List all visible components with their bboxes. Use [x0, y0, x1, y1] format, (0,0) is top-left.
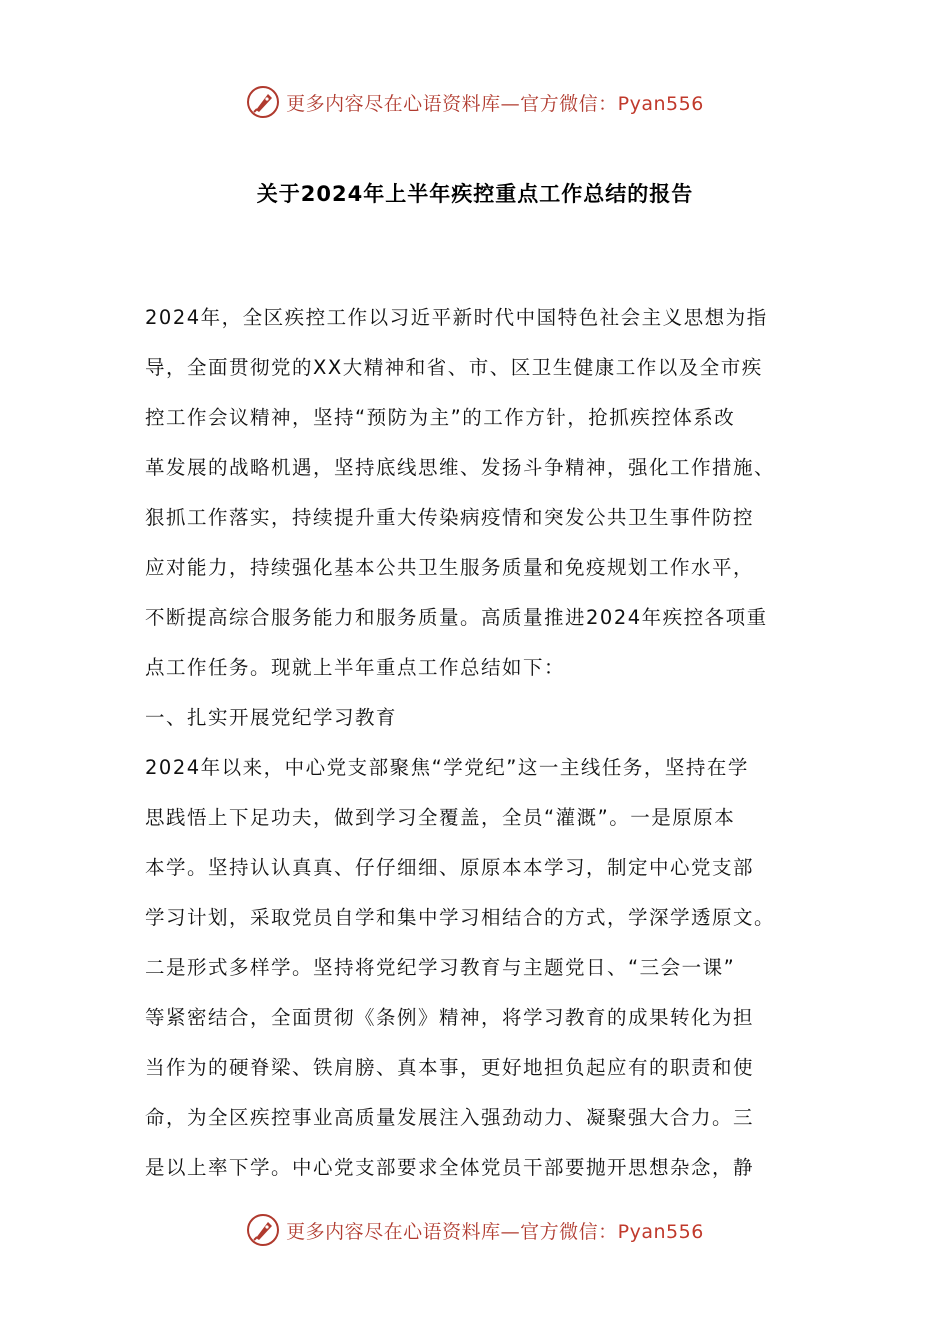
paragraph-line: 控工作会议精神，坚持“预防为主”的工作方针，抢抓疾控体系改 — [145, 406, 736, 429]
paragraph-line: 学习计划，采取党员自学和集中学习相结合的方式，学深学透原文。 — [145, 906, 776, 929]
wechat-id: Pyan556 — [617, 1220, 704, 1243]
pen-nib-logo-icon — [246, 1213, 280, 1247]
paragraph-line: 应对能力，持续强化基本公共卫生服务质量和免疫规划工作水平， — [145, 556, 755, 579]
document-body — [145, 296, 825, 1196]
wechat-id: Pyan556 — [617, 92, 704, 115]
paragraph-line: 命，为全区疾控事业高质量发展注入强劲动力、凝聚强大合力。三 — [145, 1106, 755, 1129]
paragraph-line: 等紧密结合，全面贯彻《条例》精神，将学习教育的成果转化为担 — [145, 1006, 755, 1029]
pen-nib-logo-icon — [246, 85, 280, 119]
paragraph-line: 当作为的硬脊梁、铁肩膀、真本事，更好地担负起应有的职责和使 — [145, 1056, 755, 1079]
paragraph-line: 狠抓工作落实，持续提升重大传染病疫情和突发公共卫生事件防控 — [145, 506, 755, 529]
paragraph-line: 点工作任务。现就上半年重点工作总结如下： — [145, 656, 566, 679]
paragraph-line: 2024年，全区疾控工作以习近平新时代中国特色社会主义思想为指 — [145, 306, 768, 329]
paragraph-line: 2024年以来，中心党支部聚焦“学党纪”这一主线任务，坚持在学 — [145, 756, 749, 779]
paragraph-line: 不断提高综合服务能力和服务质量。高质量推进2024年疾控各项重 — [145, 606, 768, 629]
paragraph-line: 革发展的战略机遇，坚持底线思维、发扬斗争精神，强化工作措施、 — [145, 456, 776, 479]
document-title: 关于2024年上半年疾控重点工作总结的报告 — [256, 182, 694, 206]
paragraph-line: 是以上率下学。中心党支部要求全体党员干部要抛开思想杂念，静 — [145, 1156, 755, 1179]
watermark-banner-bottom — [0, 1210, 950, 1250]
paragraph-line: 二是形式多样学。坚持将党纪学习教育与主题党日、“三会一课” — [145, 956, 736, 979]
paragraph-line: 导，全面贯彻党的XX大精神和省、市、区卫生健康工作以及全市疾 — [145, 356, 763, 379]
paragraph-line: 思践悟上下足功夫，做到学习全覆盖，全员“灌溉”。一是原原本 — [145, 806, 736, 829]
watermark-text: 更多内容尽在心语资料库—官方微信：Pyan556 — [286, 92, 704, 115]
watermark-banner-top — [0, 82, 950, 122]
section-heading: 一、扎实开展党纪学习教育 — [145, 706, 398, 729]
watermark-text: 更多内容尽在心语资料库—官方微信：Pyan556 — [286, 1220, 704, 1243]
paragraph-line: 本学。坚持认认真真、仔仔细细、原原本本学习，制定中心党支部 — [145, 856, 755, 879]
